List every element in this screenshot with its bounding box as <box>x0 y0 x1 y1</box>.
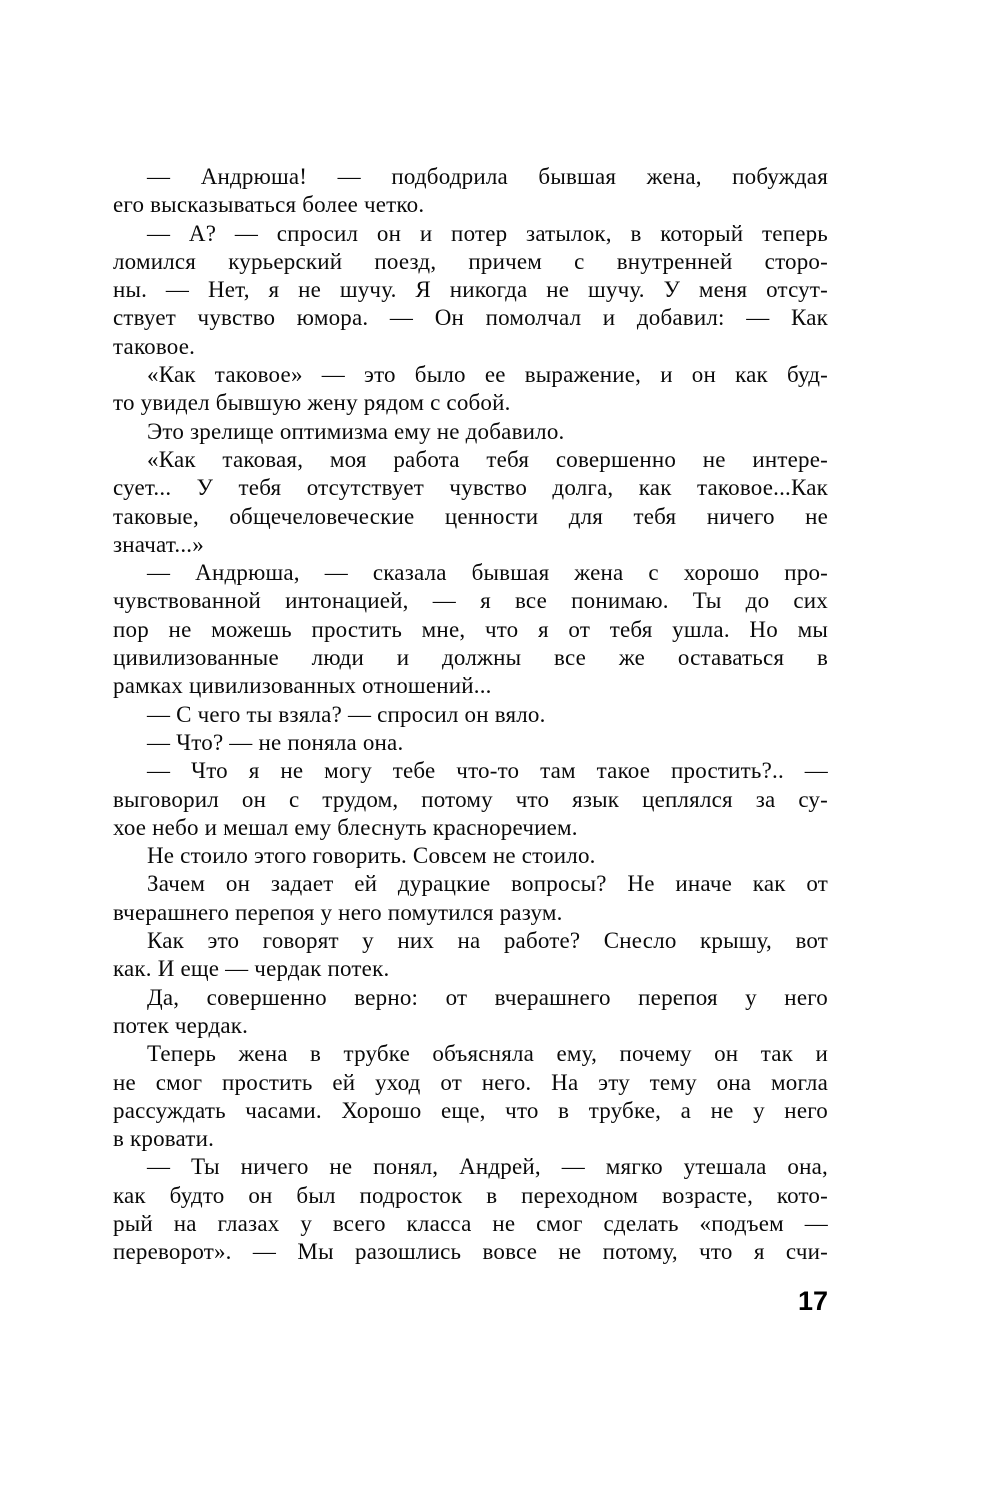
text-line: потек чердак. <box>113 1012 249 1038</box>
page-number: 17 <box>797 1286 828 1316</box>
text-line: цивилизованные люди и должны все же оставаться в <box>113 645 828 671</box>
text-line: Теперь жена в трубке объясняла ему, почему он так и <box>147 1041 828 1067</box>
text-line: в кровати. <box>113 1126 215 1152</box>
text-line: переворот». — Мы разошлись вовсе не потому, что я счи- <box>113 1239 828 1265</box>
text-line: — Ты ничего не понял, Андрей, — мягко утешала она, <box>147 1154 828 1180</box>
text-line: выговорил он с трудом, потому что язык цеплялся за су- <box>113 786 828 812</box>
text-line: — Андрюша! — подбодрила бывшая жена, побуждая <box>147 164 828 189</box>
text-line: — Андрюша, — сказала бывшая жена с хорошо про- <box>147 560 828 586</box>
text-line: — Что? — не поняла она. <box>147 729 404 755</box>
text-line: рый на глазах у всего класса не смог сделать «подъем — <box>113 1210 828 1236</box>
text-line: ствует чувство юмора. — Он помолчал и добавил: — Как <box>113 305 828 331</box>
text-line: — Что я не могу тебе что-то там такое простить?.. — <box>147 758 828 784</box>
text-line: сует... У тебя отсутствует чувство долга, как таковое...Как <box>113 475 828 501</box>
text-line: рамках цивилизованных отношений... <box>113 673 492 699</box>
text-line: Зачем он задает ей дурацкие вопросы? Не иначе как от <box>147 871 828 897</box>
text-line: как. И еще — чердак потек. <box>113 956 390 982</box>
text-line: — А? — спросил он и потер затылок, в который теперь <box>147 220 828 246</box>
text-line: ломился курьерский поезд, причем с внутренней сторо- <box>113 248 828 274</box>
text-line: не смог простить ей уход от него. На эту тему она могла <box>113 1069 828 1095</box>
text-line: таковые, общечеловеческие ценности для тебя ничего не <box>113 503 828 529</box>
text-line: «Как таковое» — это было ее выражение, и он как буд- <box>147 362 828 388</box>
text-line: ны. — Нет, я не шучу. Я никогда не шучу. У меня отсут- <box>113 277 828 303</box>
text-line: пор не можешь простить мне, что я от тебя ушла. Но мы <box>113 616 828 642</box>
text-line: чувствованной интонацией, — я все понимаю. Ты до сих <box>113 588 828 614</box>
text-line: его высказываться более четко. <box>113 192 425 218</box>
text-line: Это зрелище оптимизма ему не добавило. <box>147 418 565 444</box>
text-line: — С чего ты взяла? — спросил он вяло. <box>147 701 546 727</box>
text-line: значат...» <box>113 531 204 557</box>
text-line: вчерашнего перепоя у него помутился разум. <box>113 899 563 925</box>
text-line: Как это говорят у них на работе? Снесло крышу, вот <box>147 928 828 954</box>
text-line: Да, совершенно верно: от вчерашнего перепоя у него <box>147 984 828 1010</box>
text-line: таковое. <box>113 333 196 359</box>
text-line: рассуждать часами. Хорошо еще, что в трубке, а не у него <box>113 1097 828 1123</box>
text-line: как будто он был подросток в переходном возрасте, кото- <box>113 1182 828 1208</box>
text-line: то увидел бывшую жену рядом с собой. <box>113 390 511 416</box>
page-text <box>113 163 828 1267</box>
text-line: «Как таковая, моя работа тебя совершенно не интере- <box>147 446 828 472</box>
text-line: хое небо и мешал ему блеснуть красноречием. <box>113 814 578 840</box>
text-line: Не стоило этого говорить. Совсем не стоило. <box>147 843 596 869</box>
